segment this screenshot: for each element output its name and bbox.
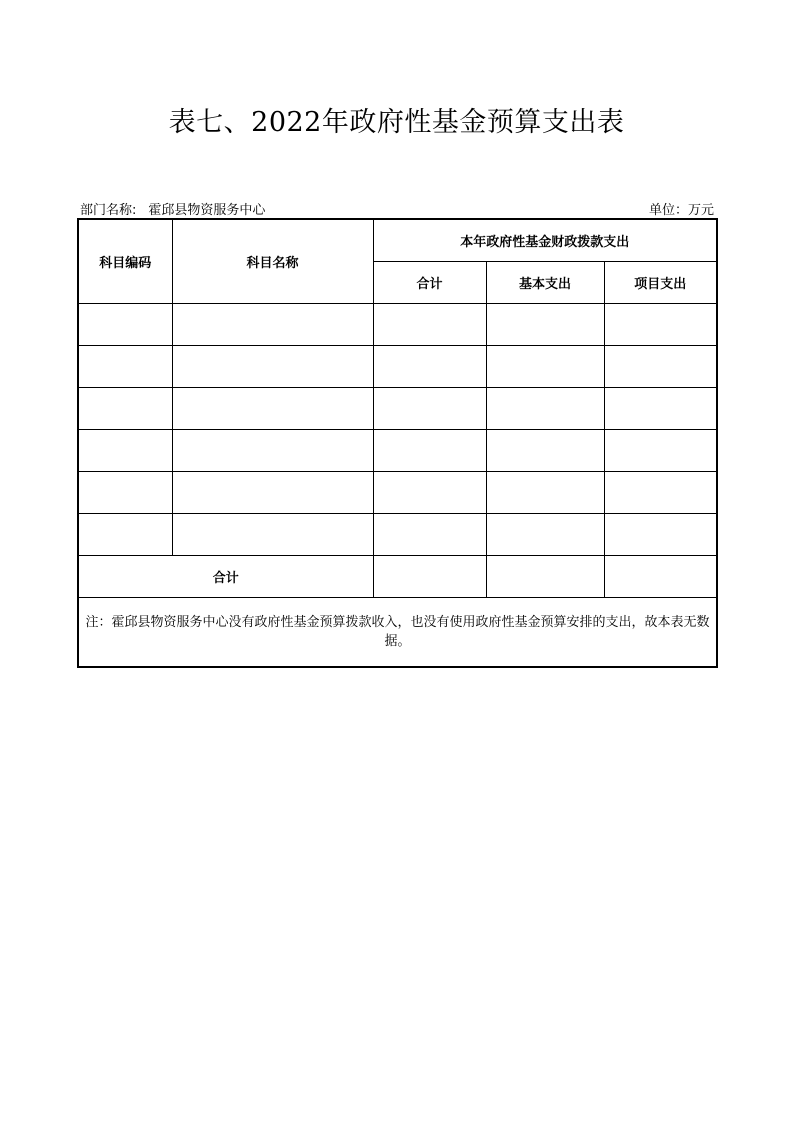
cell-basic — [486, 388, 604, 430]
cell-code — [78, 514, 172, 556]
cell-basic — [486, 514, 604, 556]
total-row — [78, 556, 717, 598]
cell-project — [604, 472, 717, 514]
cell-code — [78, 472, 172, 514]
header-name: 科目名称 — [172, 219, 373, 304]
cell-project — [604, 388, 717, 430]
cell-name — [172, 346, 373, 388]
total-row-total — [373, 556, 486, 598]
cell-total — [373, 304, 486, 346]
total-row-basic — [486, 556, 604, 598]
cell-code — [78, 388, 172, 430]
cell-project — [604, 346, 717, 388]
page-title: 表七、2022年政府性基金预算支出表 — [168, 107, 625, 138]
department-label: 部门名称: — [80, 203, 137, 218]
total-row-label: 合计 — [78, 556, 373, 598]
cell-code — [78, 430, 172, 472]
department-info — [80, 199, 265, 218]
cell-total — [373, 388, 486, 430]
cell-code — [78, 304, 172, 346]
note-row — [78, 598, 717, 668]
cell-name — [172, 430, 373, 472]
cell-code — [78, 346, 172, 388]
cell-name — [172, 388, 373, 430]
cell-total — [373, 472, 486, 514]
table-row — [78, 304, 717, 346]
table-row — [78, 514, 717, 556]
header-group: 本年政府性基金财政拨款支出 — [373, 219, 717, 262]
table-row — [78, 346, 717, 388]
header-code: 科目编码 — [78, 219, 172, 304]
total-row-project — [604, 556, 717, 598]
cell-total — [373, 430, 486, 472]
cell-total — [373, 346, 486, 388]
cell-total — [373, 514, 486, 556]
cell-basic — [486, 430, 604, 472]
table-row — [78, 388, 717, 430]
cell-name — [172, 304, 373, 346]
table-note: 注：霍邱县物资服务中心没有政府性基金预算拨款收入，也没有使用政府性基金预算安排的支出，故本表无数据。 — [78, 598, 717, 668]
budget-table — [77, 218, 718, 668]
cell-name — [172, 472, 373, 514]
unit-label: 单位：万元 — [648, 203, 714, 218]
cell-basic — [486, 472, 604, 514]
cell-project — [604, 304, 717, 346]
cell-basic — [486, 304, 604, 346]
cell-name — [172, 514, 373, 556]
table-row — [78, 472, 717, 514]
table-row — [78, 430, 717, 472]
department-name: 霍邱县物资服务中心 — [148, 203, 266, 218]
cell-project — [604, 514, 717, 556]
cell-basic — [486, 346, 604, 388]
header-total: 合计 — [373, 262, 486, 304]
header-basic: 基本支出 — [486, 262, 604, 304]
cell-project — [604, 430, 717, 472]
header-project: 项目支出 — [604, 262, 717, 304]
